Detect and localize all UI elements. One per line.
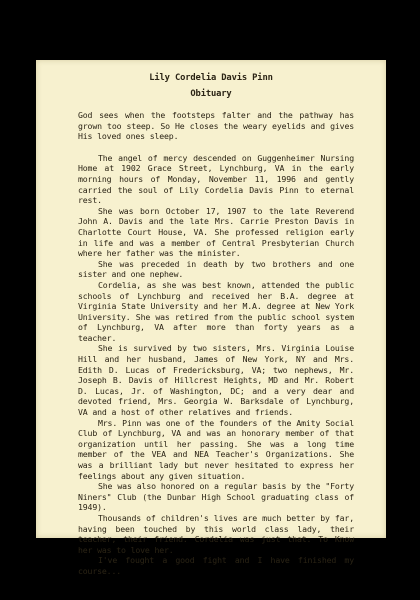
paragraph-memberships: Mrs. Pinn was one of the founders of the Amity Social Club of Lynchburg, VA and was an honorary member of that organization until her passing. She was a long time member of the VEA and NEA Teacher's Organizations. She was a brilliant lady but never hesitated to express her feelings about any given situation. xyxy=(78,417,354,481)
paragraph-survivors: She is survived by two sisters, Mrs. Virginia Louise Hill and her husband, James of New York, NY and Mrs. Edith D. Lucas of Fredericksburg, VA; two nephews, Mr. Joseph B. Davis of Hillcrest Heights, MD and Mr. Robert D. Lucas, Jr. of Washington, DC; and a very dear and devoted friend, Mrs. Georgia W. Barksdale of Lynchburg, VA and a host of other relatives and friends. xyxy=(78,343,354,418)
obituary-page xyxy=(36,60,386,576)
paragraph-passing: The angel of mercy descended on Guggenheimer Nursing Home at 1902 Grace Street, Lynchburg, VA in the early morning hours of Monday, November 11, 1996 and gently carried the soul of Lily Cordelia Davis Pinn to eternal rest. xyxy=(78,152,354,206)
paragraph-preceded: She was preceded in death by two brothers and one sister and one nephew. xyxy=(78,258,354,280)
paragraph-closing: I've fought a good fight and I have finished my course... xyxy=(78,555,354,576)
paragraph-honors: She was also honored on a regular basis by the "Forty Niners" Club (the Dunbar High School graduating class of 1949). xyxy=(78,481,354,513)
obituary-body xyxy=(78,110,354,577)
paragraph-birth: She was born October 17, 1907 to the late Reverend John A. Davis and the late Mrs. Carrie Preston Davis in Charlotte Court House, VA. She professed religion early in life and was a member of Central Presbyterian Church where her father was the minister. xyxy=(78,205,354,259)
paragraph-opening-verse: God sees when the footsteps falter and the pathway has grown too steep. So He closes the weary eyelids and gives His loved ones sleep. xyxy=(78,110,354,142)
paragraph-tribute: Thousands of children's lives are much better by far, having been touched by this world class lady, their teacher, their friend. Cordelia was just that. To Know her was to love her. xyxy=(78,512,354,555)
paragraph-education: Cordelia, as she was best known, attended the public schools of Lynchburg and received her B.A. degree at Virginia State University and her M.A. degree at New York University. She was retired from the public school system of Lynchburg, VA after more than forty years as a teacher. xyxy=(78,279,354,343)
section-heading: Obituary xyxy=(190,89,232,99)
document-title: Lily Cordelia Davis Pinn xyxy=(149,73,273,83)
